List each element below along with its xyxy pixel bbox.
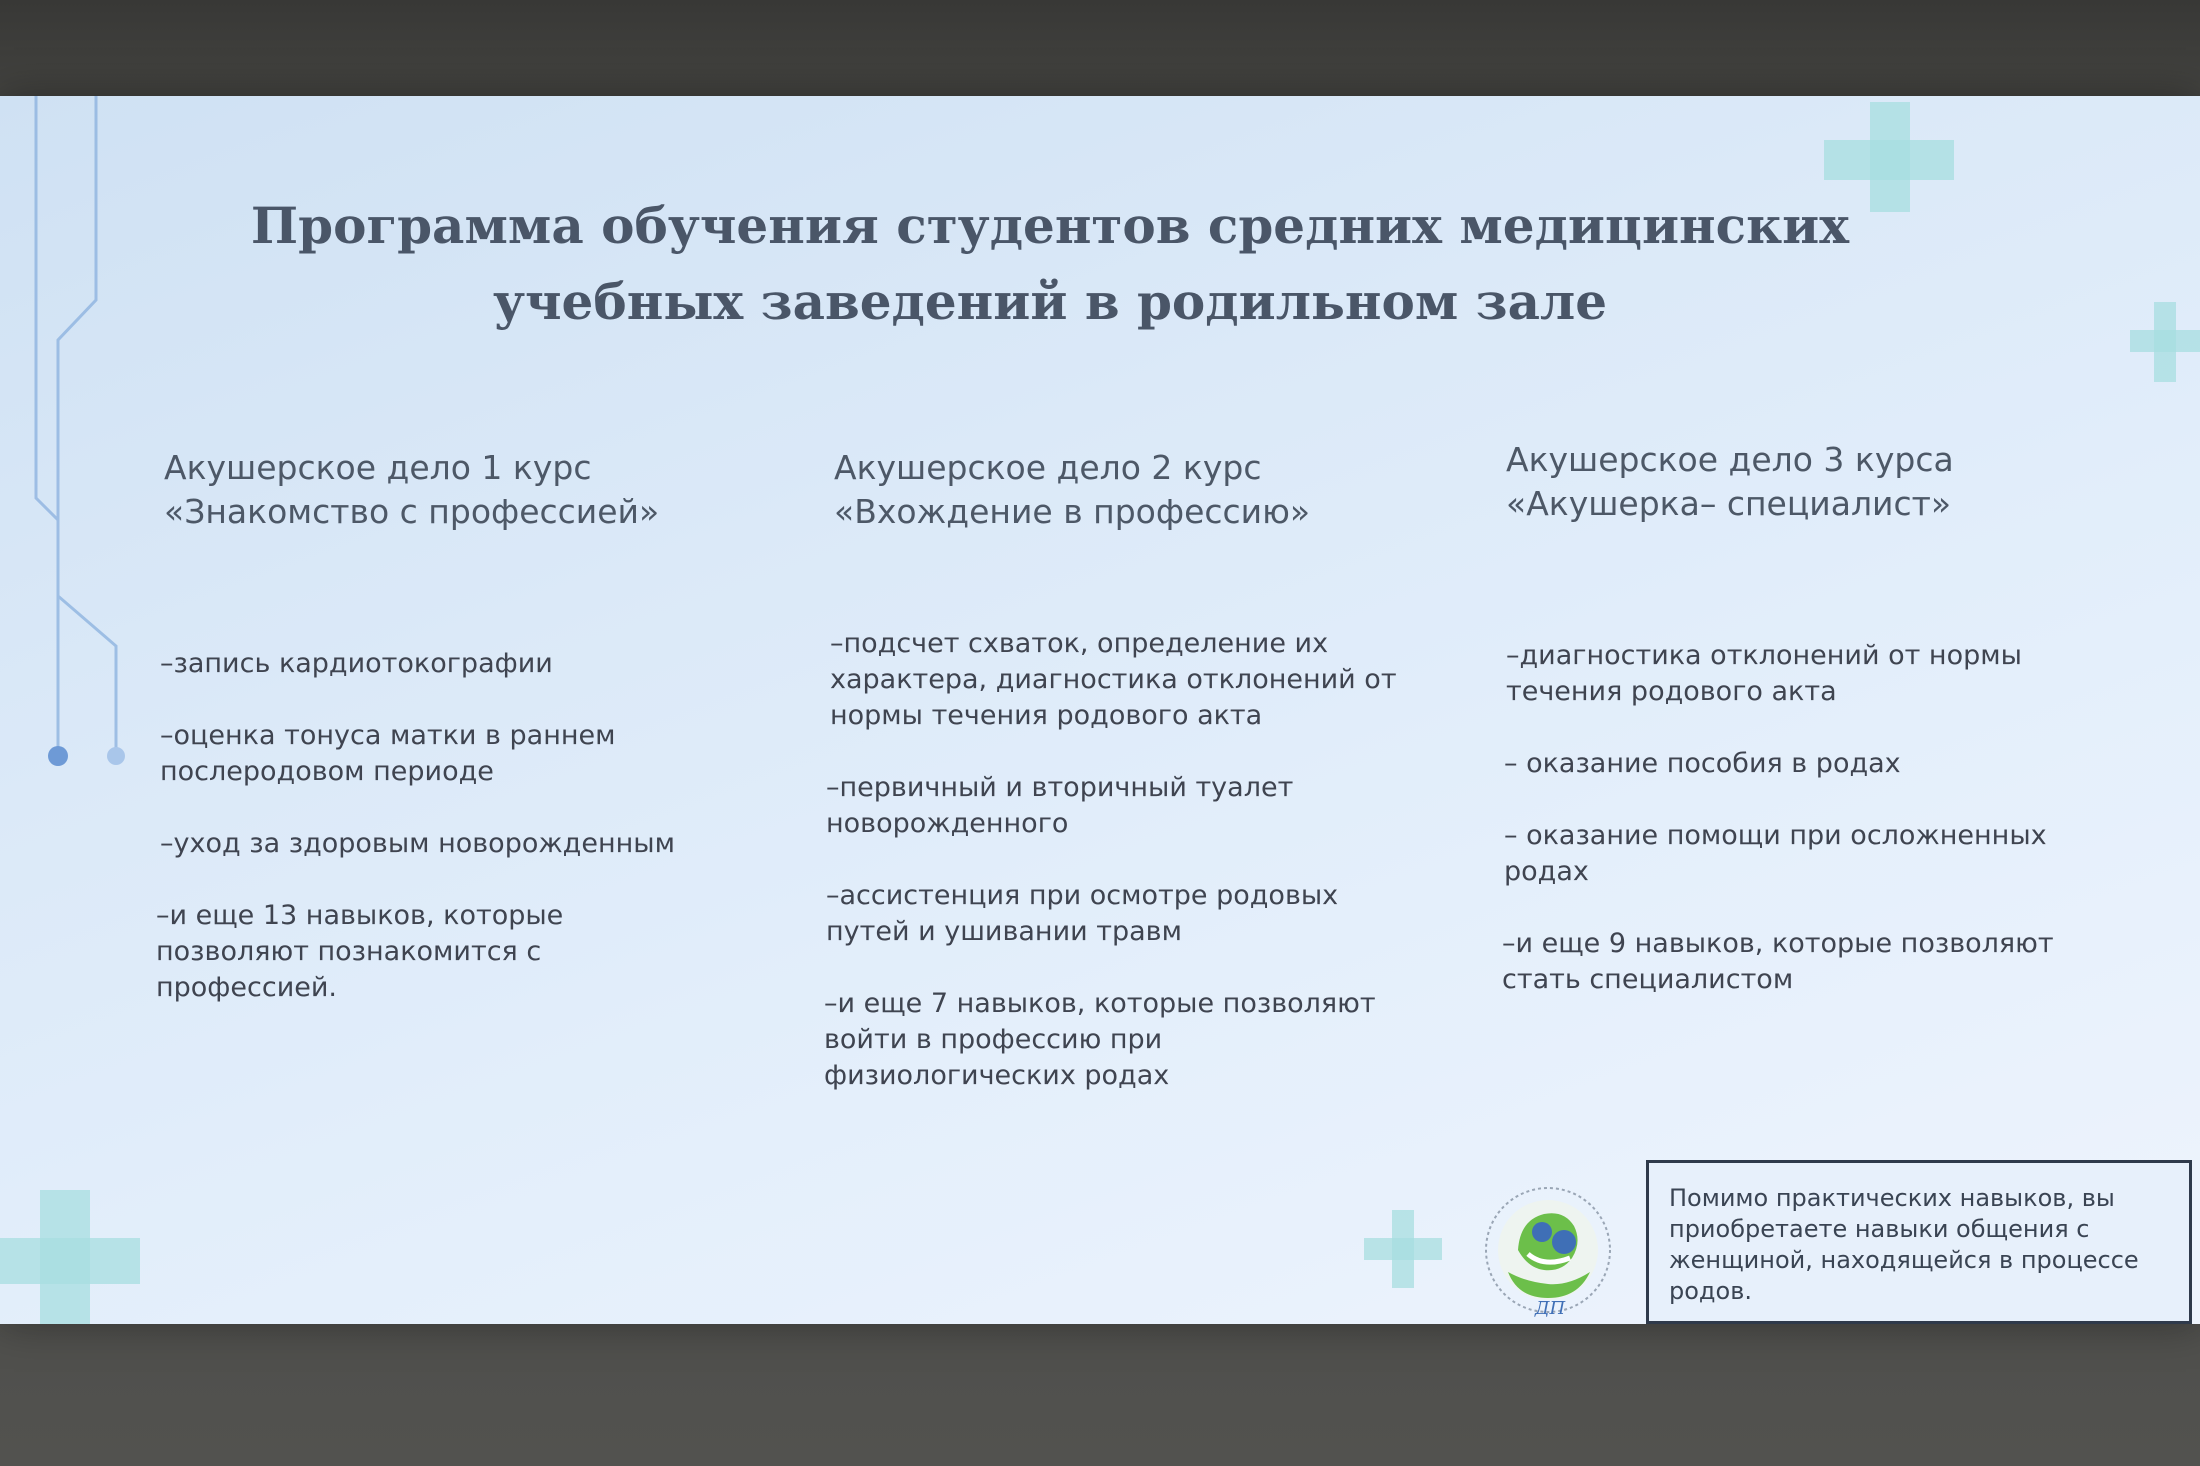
skill-line: профессией. bbox=[156, 972, 337, 1003]
skill-line: –подсчет схваток, определение их bbox=[830, 628, 1329, 659]
note-line: родов. bbox=[1669, 1277, 1752, 1305]
slide-title-line-1: Программа обучения студентов средних медицинских bbox=[250, 196, 1850, 255]
skill-item bbox=[1504, 818, 2047, 890]
skill-item bbox=[826, 878, 1338, 950]
skill-line: характера, диагностика отклонений от bbox=[830, 664, 1397, 695]
note-line: Помимо практических навыков, вы bbox=[1669, 1184, 2115, 1212]
course-heading bbox=[164, 446, 659, 534]
skill-line: родах bbox=[1504, 856, 1589, 887]
skill-line: стать специалистом bbox=[1502, 964, 1794, 995]
slide-title bbox=[200, 188, 1900, 340]
skill-item bbox=[824, 986, 1376, 1094]
cross-decoration-right-edge bbox=[2130, 302, 2200, 382]
note-box bbox=[1646, 1160, 2192, 1324]
skill-item bbox=[1502, 926, 2054, 998]
skill-item bbox=[1504, 746, 1901, 782]
note-line: женщиной, находящейся в процессе bbox=[1669, 1246, 2139, 1274]
skill-line: послеродовом периоде bbox=[160, 756, 494, 787]
course-subtitle: «Вхождение в профессию» bbox=[834, 492, 1311, 531]
skill-line: течения родового акта bbox=[1506, 676, 1837, 707]
skill-line: –и еще 13 навыков, которые bbox=[156, 900, 564, 931]
course-heading bbox=[834, 446, 1310, 534]
skill-item bbox=[830, 626, 1397, 734]
course-title: Акушерское дело 2 курс bbox=[834, 448, 1262, 487]
skill-item bbox=[160, 646, 553, 682]
skill-line: –запись кардиотокографии bbox=[160, 648, 553, 679]
mother-and-child-logo-icon bbox=[1478, 1180, 1618, 1320]
course-subtitle: «Акушерка– специалист» bbox=[1506, 484, 1952, 523]
skill-item bbox=[156, 898, 563, 1006]
skill-line: –уход за здоровым новорожденным bbox=[160, 828, 675, 859]
skill-line: позволяют познакомится с bbox=[156, 936, 542, 967]
skill-line: –первичный и вторичный туалет bbox=[826, 772, 1294, 803]
skill-line: –ассистенция при осмотре родовых bbox=[826, 880, 1339, 911]
course-title: Акушерское дело 1 курс bbox=[164, 448, 592, 487]
skill-line: –оценка тонуса матки в раннем bbox=[160, 720, 616, 751]
logo-monogram: ДП bbox=[1534, 1298, 1566, 1319]
skill-line: путей и ушивании травм bbox=[826, 916, 1182, 947]
course-subtitle: «Знакомство с профессией» bbox=[164, 492, 660, 531]
skill-item bbox=[160, 826, 675, 862]
skill-line: войти в профессию при bbox=[824, 1024, 1163, 1055]
skill-item bbox=[1506, 638, 2022, 710]
skill-line: –и еще 9 навыков, которые позволяют bbox=[1502, 928, 2054, 959]
course-title: Акушерское дело 3 курса bbox=[1506, 440, 1954, 479]
skill-line: физиологических родах bbox=[824, 1060, 1170, 1091]
skill-line: – оказание помощи при осложненных bbox=[1504, 820, 2047, 851]
note-line: приобретаете навыки общения с bbox=[1669, 1215, 2090, 1243]
skill-item bbox=[826, 770, 1293, 842]
slide-title-line-2: учебных заведений в родильном зале bbox=[492, 272, 1608, 331]
presentation-slide bbox=[0, 96, 2200, 1324]
cross-decoration-bottom-left bbox=[0, 1190, 140, 1324]
cross-decoration-bottom-middle bbox=[1364, 1210, 1442, 1288]
skill-line: –и еще 7 навыков, которые позволяют bbox=[824, 988, 1376, 1019]
course-heading bbox=[1506, 438, 1954, 526]
skill-item bbox=[160, 718, 616, 790]
skill-line: –диагностика отклонений от нормы bbox=[1506, 640, 2022, 671]
skill-line: нормы течения родового акта bbox=[830, 700, 1263, 731]
skill-line: – оказание пособия в родах bbox=[1504, 748, 1901, 779]
skill-line: новорожденного bbox=[826, 808, 1069, 839]
